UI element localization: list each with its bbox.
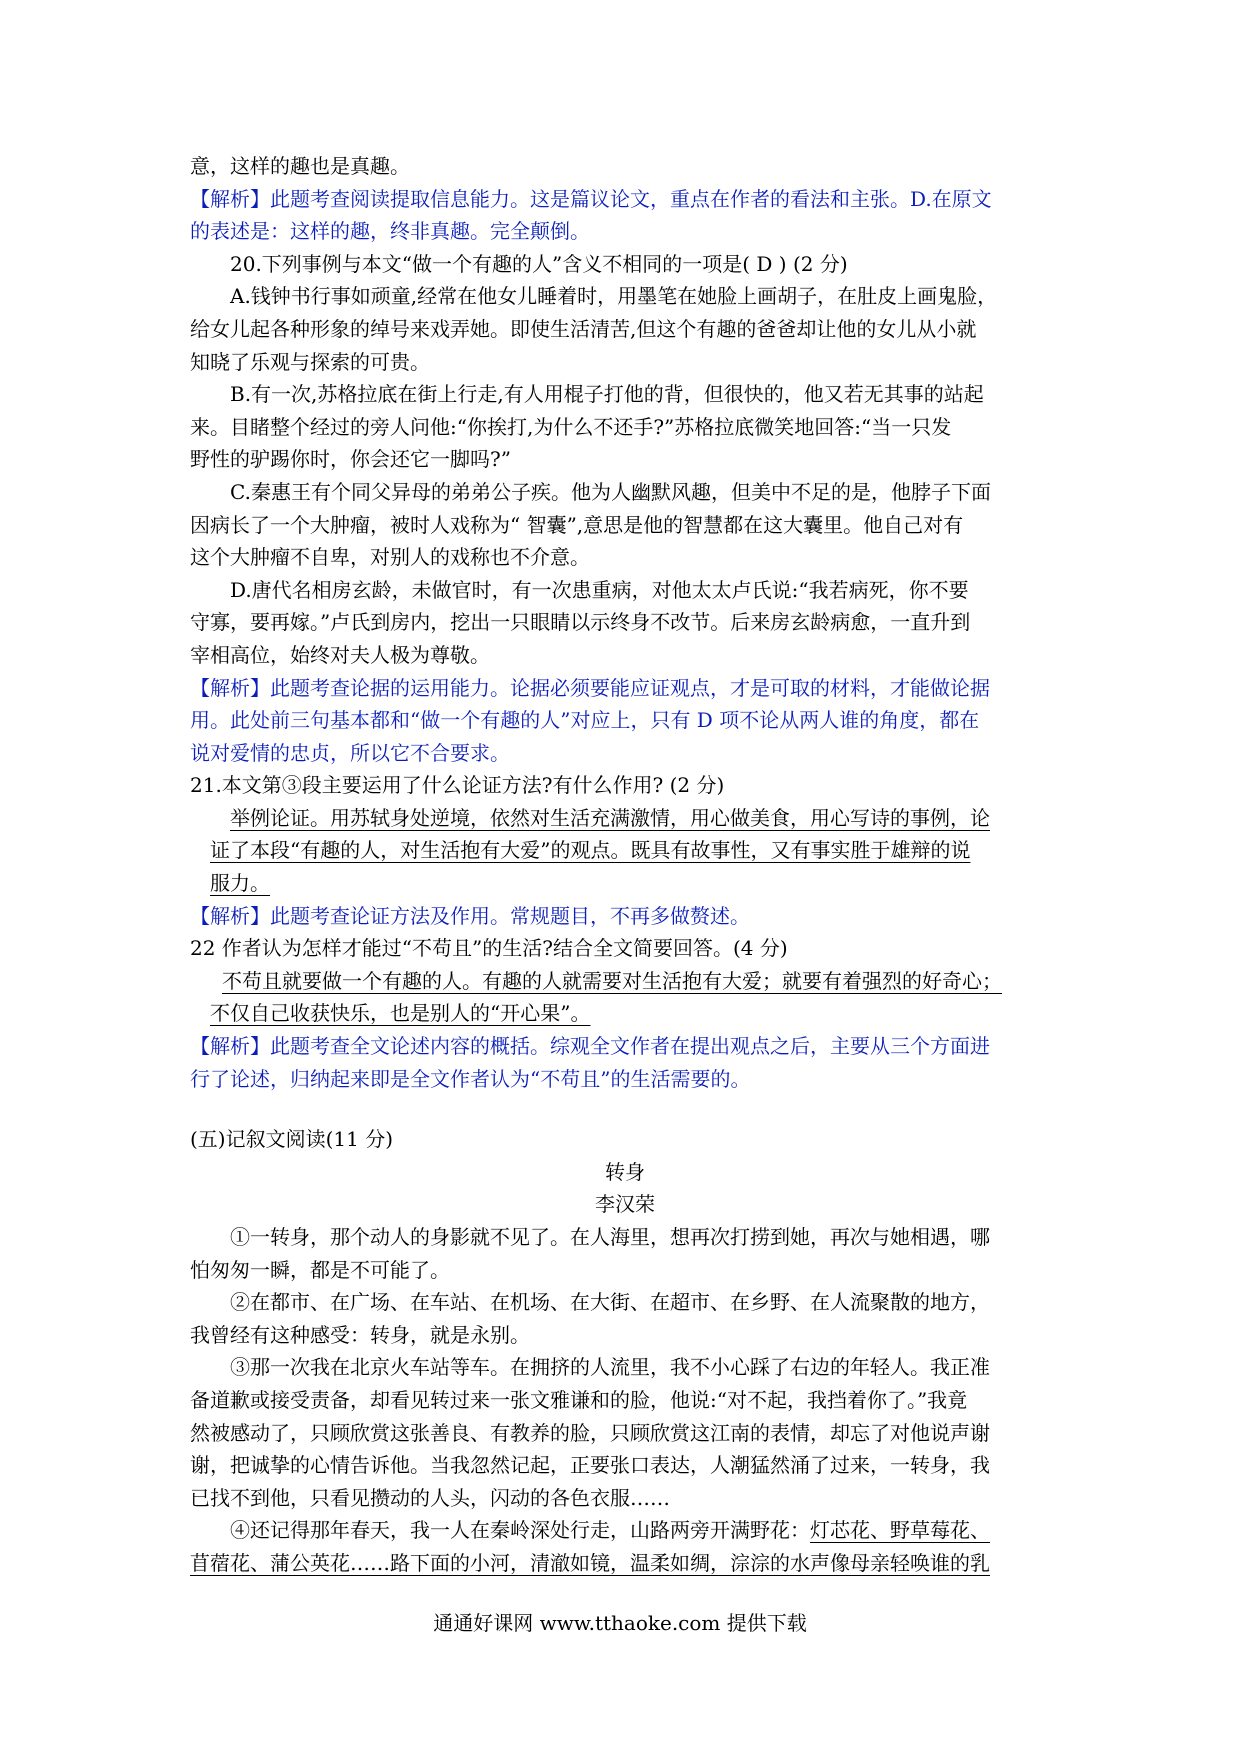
paragraph-3: ③那一次我在北京火车站等车。在拥挤的人流里，我不小心踩了右边的年轻人。我正准: [230, 1355, 990, 1380]
q20-option-d: D.唐代名相房玄龄，未做官时，有一次患重病，对他太太卢氏说:“我若病死，你不要: [230, 577, 969, 602]
q22-analysis-line: 行了论述，归纳起来即是全文作者认为“不苟且”的生活需要的。: [190, 1066, 751, 1091]
paragraph-2: ②在都市、在广场、在车站、在机场、在大街、在超市、在乡野、在人流聚散的地方，: [230, 1290, 990, 1315]
paragraph-3-line: 已找不到他，只看见攒动的人头，闪动的各色衣服……: [190, 1485, 670, 1510]
q22-answer: 不苟且就要做一个有趣的人。有趣的人就需要对生活抱有大爱；就要有着强烈的好奇心；: [222, 968, 1002, 993]
q20-analysis: 【解析】此题考查论据的运用能力。论据必须要能应证观点，才是可取的材料，才能做论据: [190, 675, 990, 700]
q20-option-a: A.钱钟书行事如顽童,经常在他女儿睡着时，用墨笔在她脸上画胡子，在肚皮上画鬼脸，: [230, 284, 998, 309]
q20-option-d-line: 守寡，要再嫁。”卢氏到房内，挖出一只眼睛以示终身不改节。后来房玄龄病愈，一直升到: [190, 610, 971, 635]
analysis-tag: 【解析】: [190, 1034, 270, 1059]
section-gap: [190, 1095, 1060, 1123]
q20-option-d-line: 宰相高位，始终对夫人极为尊敬。: [190, 642, 490, 667]
q20-option-c: C.秦惠王有个同父异母的弟弟公子疾。他为人幽默风趣，但美中不足的是，他脖子下面: [230, 479, 991, 504]
paragraph-4-line: 苜蓿花、蒲公英花……路下面的小河，清澈如镜，温柔如绸，淙淙的水声像母亲轻唤谁的乳: [190, 1550, 990, 1575]
q19-text-tail: 意，这样的趣也是真趣。: [190, 154, 410, 178]
q20-analysis-line: 用。此处前三句基本都和“做一个有趣的人”对应上，只有 D 项不论从两人谁的角度，都在: [190, 708, 980, 733]
q20-option-c-line: 因病长了一个大肿瘤，被时人戏称为“ 智囊”,意思是他的智慧都在这大囊里。他自己对有: [190, 512, 964, 537]
paragraph-3-line: 然被感动了，只顾欣赏这张善良、有教养的脸，只顾欣赏这江南的表情，却忘了对他说声谢: [190, 1420, 990, 1445]
analysis-tag: 【解析】: [190, 186, 270, 211]
q20-analysis-line: 说对爱情的忠贞，所以它不合要求。: [190, 740, 510, 765]
q21-answer-line: 证了本段“有趣的人，对生活抱有大爱”的观点。既具有故事性，又有事实胜于雄辩的说: [210, 838, 971, 863]
article-title: 转身: [605, 1159, 645, 1184]
page-footer: 通通好课网 www.tthaoke.com 提供下载: [433, 1611, 807, 1635]
q20-option-b: B.有一次,苏格拉底在街上行走,有人用棍子打他的背，但很快的，他又若无其事的站起: [230, 382, 984, 407]
analysis-tag: 【解析】: [190, 675, 270, 700]
q20-option-b-line: 野性的驴踢你时，你会还它一脚吗?”: [190, 447, 511, 472]
q20-option-b-line: 来。目睹整个经过的旁人问他:“你挨打,为什么不还手?”苏格拉底微笑地回答:“当一只发: [190, 414, 952, 439]
paragraph-3-line: 谢，把诚挚的心情告诉他。当我忽然记起，正要张口表达，人潮猛然涌了过来，一转身，我: [190, 1453, 990, 1478]
q19-analysis-line: 的表述是：这样的趣，终非真趣。完全颠倒。: [190, 219, 590, 244]
underlined-phrase: 灯芯花、野草莓花、: [810, 1518, 990, 1543]
q20-stem: 20.下列事例与本文“做一个有趣的人”含义不相同的一项是( D ) (2 分): [230, 251, 848, 276]
paragraph-4: ④还记得那年春天，我一人在秦岭深处行走，山路两旁开满野花：灯芯花、野草莓花、: [230, 1518, 990, 1543]
q21-stem: 21.本文第③段主要运用了什么论证方法?有什么作用? (2 分): [190, 773, 725, 798]
paragraph-3-line: 备道歉或接受责备，却看见转过来一张文雅谦和的脸，他说:“对不起，我挡着你了。”我竟: [190, 1387, 968, 1412]
q21-answer-line: 服力。: [210, 871, 270, 896]
document-page: [190, 150, 1060, 1580]
q20-option-c-line: 这个大肿瘤不自卑，对别人的戏称也不介意。: [190, 545, 590, 570]
paragraph-1-line: 怕匆匆一瞬，都是不可能了。: [190, 1257, 450, 1282]
q20-option-a-line: 给女儿起各种形象的绰号来戏弄她。即使生活清苦,但这个有趣的爸爸却让他的女儿从小就: [190, 316, 977, 341]
q21-analysis: 【解析】此题考查论证方法及作用。常规题目，不再多做赘述。: [190, 903, 750, 928]
q20-option-a-line: 知晓了乐观与探索的可贵。: [190, 349, 430, 374]
q22-stem: 22 作者认为怎样才能过“不苟且”的生活?结合全文简要回答。(4 分): [190, 936, 788, 961]
q22-answer-line: 不仅自己收获快乐，也是别人的“开心果”。: [210, 1001, 591, 1026]
q21-answer: 举例论证。用苏轼身处逆境，依然对生活充满激情，用心做美食，用心写诗的事例，论: [230, 805, 990, 830]
paragraph-2-line: 我曾经有这种感受：转身，就是永别。: [190, 1322, 530, 1347]
article-author: 李汉荣: [595, 1192, 655, 1217]
section-heading: (五)记叙文阅读(11 分): [190, 1127, 394, 1152]
paragraph-1: ①一转身，那个动人的身影就不见了。在人海里，想再次打捞到她，再次与她相遇，哪: [230, 1225, 990, 1249]
q22-analysis: 【解析】此题考查全文论述内容的概括。综观全文作者在提出观点之后，主要从三个方面进: [190, 1034, 990, 1059]
q19-analysis: 【解析】此题考查阅读提取信息能力。这是篇议论文，重点在作者的看法和主张。D.在原文: [190, 186, 992, 211]
analysis-tag: 【解析】: [190, 903, 270, 928]
